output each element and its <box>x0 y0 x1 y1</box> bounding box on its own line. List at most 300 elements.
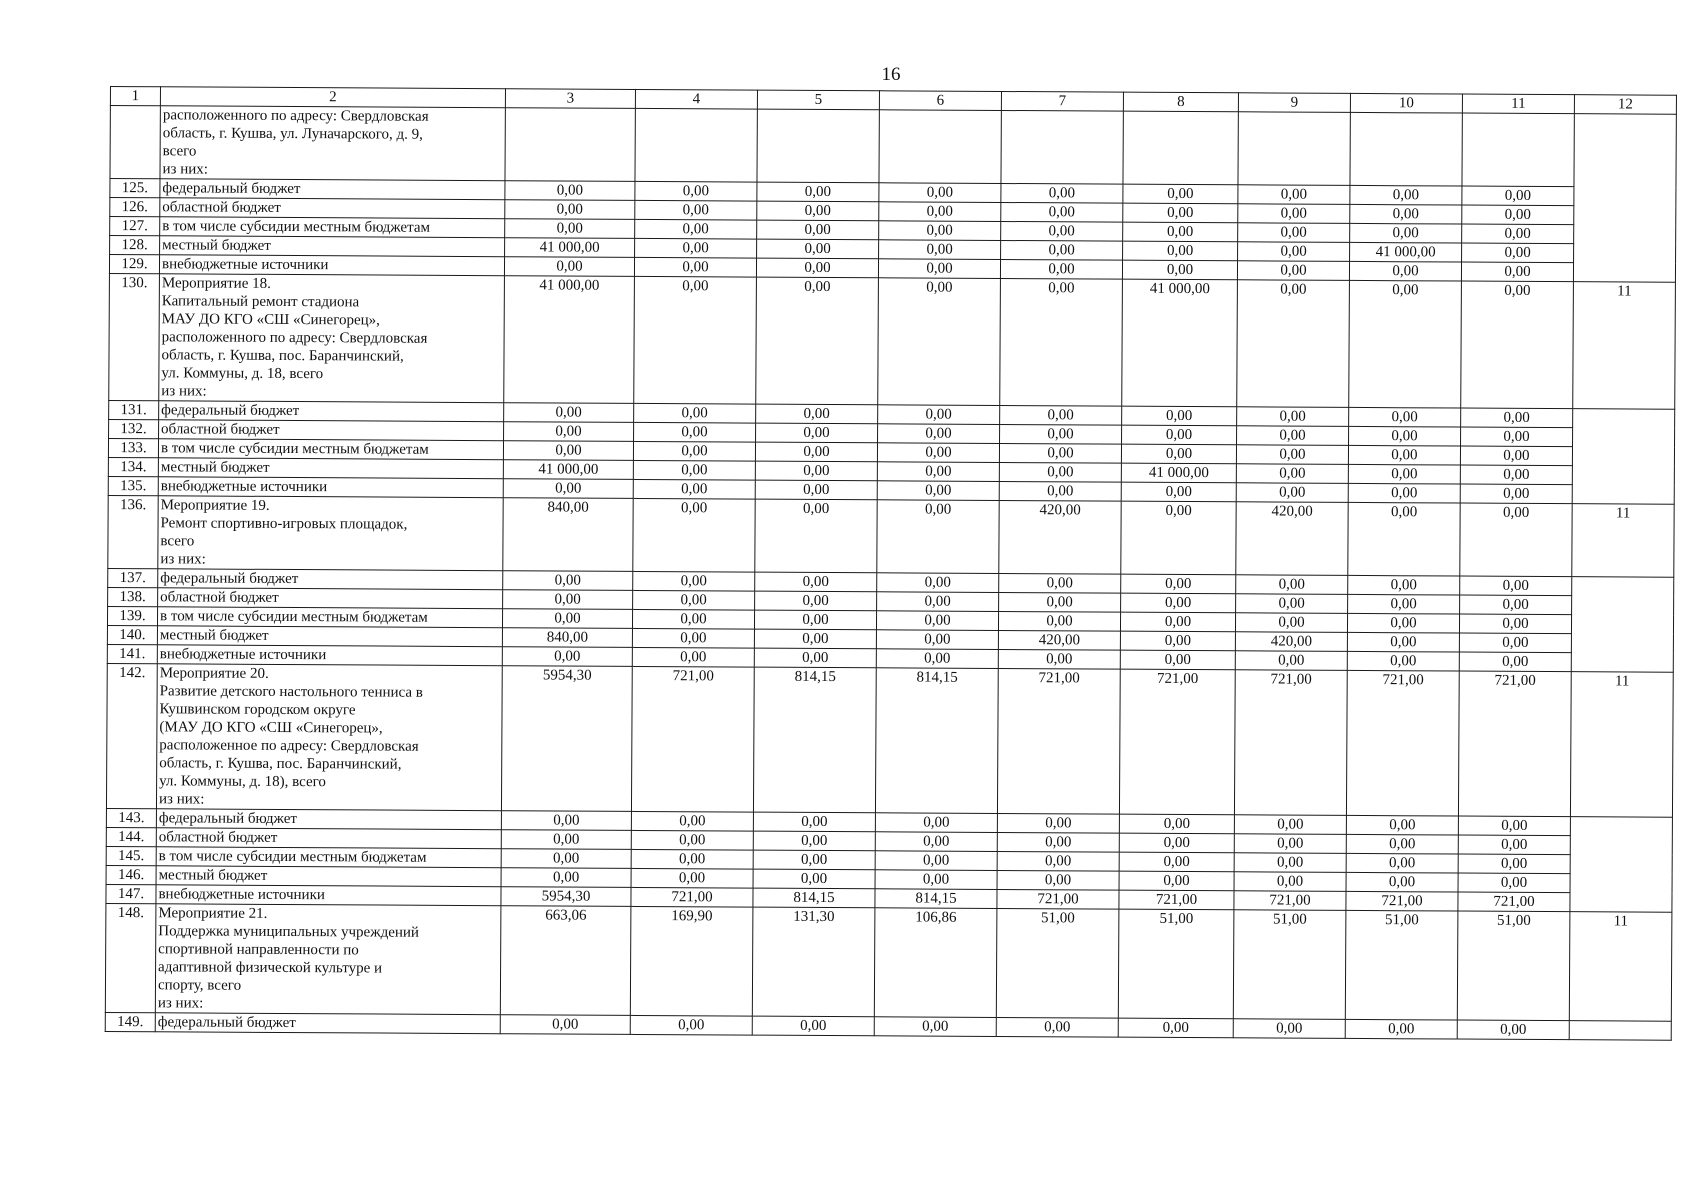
value-cell: 0,00 <box>1458 835 1570 855</box>
value-cell: 0,00 <box>879 240 1001 260</box>
value-cell: 0,00 <box>503 590 633 610</box>
value-cell: 0,00 <box>1233 1019 1345 1039</box>
value-cell: 0,00 <box>877 500 999 574</box>
value-cell: 840,00 <box>502 628 632 648</box>
value-cell: 814,15 <box>875 668 998 814</box>
row-number: 136. <box>108 495 158 568</box>
value-cell: 0,00 <box>997 870 1119 890</box>
value-cell: 0,00 <box>501 830 631 850</box>
row-number: 140. <box>107 625 157 644</box>
value-cell: 0,00 <box>998 649 1120 669</box>
value-cell: 0,00 <box>878 278 1001 406</box>
value-cell: 41 000,00 <box>1350 242 1462 262</box>
value-cell: 0,00 <box>630 1015 752 1035</box>
value-cell: 0,00 <box>1121 574 1236 594</box>
value-cell: 0,00 <box>1346 853 1458 873</box>
value-cell: 0,00 <box>500 1015 630 1035</box>
row-number: 126. <box>110 198 160 217</box>
value-cell: 0,00 <box>1119 814 1234 834</box>
value-cell: 0,00 <box>1001 183 1123 203</box>
value-cell: 0,00 <box>875 870 997 890</box>
value-cell: 420,00 <box>1236 502 1348 576</box>
value-cell: 721,00 <box>1346 891 1458 911</box>
value-cell: 0,00 <box>1001 202 1123 222</box>
value-cell <box>1462 113 1574 187</box>
value-cell: 0,00 <box>753 812 875 832</box>
measure-row <box>109 273 1676 409</box>
value-cell: 0,00 <box>1461 427 1573 447</box>
value-cell <box>1001 110 1123 184</box>
value-cell: 169,90 <box>630 906 753 1016</box>
column-header: 4 <box>635 89 757 109</box>
value-cell: 0,00 <box>634 257 756 277</box>
value-cell: 0,00 <box>504 403 634 423</box>
row-number: 145. <box>106 846 156 865</box>
value-cell: 0,00 <box>1349 407 1461 427</box>
value-cell: 663,06 <box>500 906 631 1016</box>
description-line: область, г. Кушва, пос. Баранчинский, <box>159 755 402 773</box>
value-cell: 721,00 <box>1346 670 1459 816</box>
value-cell: 0,00 <box>753 869 875 889</box>
value-cell: 0,00 <box>1234 853 1346 873</box>
column-header: 6 <box>879 91 1001 111</box>
row-number: 130. <box>109 273 160 400</box>
value-cell: 0,00 <box>877 443 999 463</box>
value-cell: 0,00 <box>1460 503 1572 577</box>
value-cell: 0,00 <box>754 629 876 649</box>
description-line: (МАУ ДО КГО «СШ «Синегорец», <box>159 719 383 737</box>
measure-description <box>155 904 501 1015</box>
value-cell: 0,00 <box>1459 633 1571 653</box>
row-number: 149. <box>105 1012 155 1031</box>
value-cell: 0,00 <box>1237 426 1349 446</box>
value-cell: 41 000,00 <box>1121 463 1236 483</box>
value-cell: 5954,30 <box>501 887 631 907</box>
value-cell: 0,00 <box>1120 631 1235 651</box>
value-cell: 0,00 <box>756 258 878 278</box>
description-line: из них: <box>161 383 207 400</box>
value-cell: 0,00 <box>753 831 875 851</box>
value-cell: 0,00 <box>631 811 753 831</box>
value-cell: 0,00 <box>1236 483 1348 503</box>
value-cell: 0,00 <box>874 1017 996 1037</box>
note-cell: 11 <box>1569 912 1672 1022</box>
value-cell: 0,00 <box>1346 834 1458 854</box>
value-cell: 0,00 <box>1235 651 1347 671</box>
value-cell: 0,00 <box>999 592 1121 612</box>
value-cell: 0,00 <box>1348 464 1460 484</box>
row-number: 129. <box>109 255 159 274</box>
column-header: 5 <box>757 90 879 110</box>
value-cell: 0,00 <box>635 219 757 239</box>
value-cell: 5954,30 <box>501 666 632 812</box>
value-cell: 0,00 <box>755 461 877 481</box>
description-line: расположенного по адресу: Свердловская <box>162 107 429 125</box>
budget-source-label: в том числе субсидии местным бюджетам <box>160 217 505 238</box>
value-cell: 0,00 <box>501 811 631 831</box>
value-cell: 0,00 <box>634 403 756 423</box>
value-cell: 0,00 <box>875 851 997 871</box>
value-cell: 0,00 <box>1238 204 1350 224</box>
value-cell: 0,00 <box>633 460 755 480</box>
row-number: 139. <box>107 606 157 625</box>
value-cell: 0,00 <box>875 832 997 852</box>
value-cell: 814,15 <box>753 888 875 908</box>
value-cell: 0,00 <box>997 851 1119 871</box>
value-cell: 0,00 <box>757 182 879 202</box>
value-cell: 0,00 <box>1237 261 1349 281</box>
budget-source-label: федеральный бюджет <box>160 179 505 200</box>
value-cell: 0,00 <box>1234 872 1346 892</box>
value-cell: 0,00 <box>1236 445 1348 465</box>
value-cell: 0,00 <box>757 220 879 240</box>
value-cell: 0,00 <box>1234 834 1346 854</box>
value-cell: 51,00 <box>996 908 1119 1018</box>
row-number: 147. <box>106 884 156 903</box>
description-line: область, г. Кушва, ул. Луначарского, д. 9, <box>162 125 423 143</box>
value-cell: 41 000,00 <box>1122 279 1238 407</box>
value-cell: 0,00 <box>753 850 875 870</box>
row-number: 135. <box>108 476 158 495</box>
row-number: 146. <box>106 865 156 884</box>
value-cell: 0,00 <box>635 238 757 258</box>
value-cell: 0,00 <box>633 498 755 572</box>
value-cell: 0,00 <box>1119 833 1234 853</box>
value-cell: 0,00 <box>1123 222 1238 242</box>
value-cell: 0,00 <box>632 609 754 629</box>
measure-row <box>105 903 1672 1021</box>
value-cell: 0,00 <box>1462 186 1574 206</box>
value-cell: 0,00 <box>1120 650 1235 670</box>
value-cell: 51,00 <box>1233 910 1346 1020</box>
value-cell: 0,00 <box>1000 405 1122 425</box>
value-cell: 0,00 <box>1348 575 1460 595</box>
value-cell: 721,00 <box>1234 891 1346 911</box>
value-cell: 0,00 <box>1121 501 1236 575</box>
value-cell: 0,00 <box>502 647 632 667</box>
value-cell <box>1350 112 1462 186</box>
description-line: ул. Коммуны, д. 18, всего <box>161 365 324 383</box>
value-cell: 0,00 <box>505 181 635 201</box>
value-cell: 0,00 <box>1120 612 1235 632</box>
value-cell: 106,86 <box>874 908 997 1018</box>
budget-source-label: областной бюджет <box>160 198 505 219</box>
budget-source-label: местный бюджет <box>157 626 502 647</box>
budget-source-label: федеральный бюджет <box>158 569 503 590</box>
value-cell <box>1238 112 1350 186</box>
value-cell: 0,00 <box>1347 651 1459 671</box>
value-cell: 0,00 <box>877 462 999 482</box>
value-cell: 0,00 <box>504 257 634 277</box>
value-cell: 0,00 <box>633 571 755 591</box>
value-cell: 0,00 <box>1348 483 1460 503</box>
value-cell: 0,00 <box>1462 205 1574 225</box>
value-cell: 0,00 <box>635 200 757 220</box>
value-cell: 0,00 <box>1461 281 1574 409</box>
row-number: 148. <box>105 903 156 1012</box>
value-cell: 0,00 <box>876 630 998 650</box>
value-cell <box>505 108 635 182</box>
value-cell: 0,00 <box>1348 445 1460 465</box>
value-cell: 0,00 <box>1234 815 1346 835</box>
value-cell: 0,00 <box>1345 1019 1457 1039</box>
value-cell: 0,00 <box>1461 262 1573 282</box>
budget-source-label: областной бюджет <box>158 588 503 609</box>
value-cell: 41 000,00 <box>503 460 633 480</box>
value-cell: 0,00 <box>1238 185 1350 205</box>
value-cell: 0,00 <box>503 441 633 461</box>
value-cell: 840,00 <box>503 498 633 572</box>
measure-description <box>158 496 503 571</box>
description-line: Мероприятие 21. <box>158 905 268 922</box>
value-cell: 51,00 <box>1457 911 1570 1021</box>
value-cell: 721,00 <box>1119 669 1235 815</box>
row-number: 141. <box>107 644 157 663</box>
value-cell: 0,00 <box>1457 1020 1569 1040</box>
value-cell: 0,00 <box>503 571 633 591</box>
budget-source-label: внебюджетные источники <box>157 645 502 666</box>
row-number: 137. <box>108 568 158 587</box>
description-line: Мероприятие 18. <box>161 275 271 292</box>
value-cell: 721,00 <box>997 889 1119 909</box>
value-cell: 0,00 <box>757 201 879 221</box>
description-line: адаптивной физической культуре и <box>158 959 383 977</box>
value-cell: 0,00 <box>1458 854 1570 874</box>
value-cell: 0,00 <box>1001 240 1123 260</box>
value-cell: 0,00 <box>877 592 999 612</box>
description-line: Мероприятие 19. <box>160 497 270 514</box>
budget-source-label: областной бюджет <box>156 828 501 849</box>
value-cell: 0,00 <box>1459 652 1571 672</box>
budget-source-label: федеральный бюджет <box>155 1013 500 1034</box>
value-cell: 0,00 <box>633 479 755 499</box>
value-cell: 0,00 <box>878 259 1000 279</box>
value-cell: 0,00 <box>879 183 1001 203</box>
budget-source-label: внебюджетные источники <box>158 477 503 498</box>
value-cell: 0,00 <box>756 277 879 405</box>
value-cell: 0,00 <box>756 423 878 443</box>
value-cell: 0,00 <box>876 649 998 669</box>
value-cell: 0,00 <box>633 590 755 610</box>
value-cell: 0,00 <box>757 239 879 259</box>
value-cell: 0,00 <box>504 422 634 442</box>
value-cell: 0,00 <box>1119 852 1234 872</box>
value-cell: 0,00 <box>878 405 1000 425</box>
value-cell: 0,00 <box>1346 872 1458 892</box>
row-number: 142. <box>106 663 157 808</box>
column-header: 12 <box>1574 95 1676 115</box>
value-cell: 0,00 <box>879 221 1001 241</box>
row-number: 131. <box>109 400 159 419</box>
description-line: Ремонт спортивно-игровых площадок, <box>160 515 408 533</box>
value-cell: 0,00 <box>632 628 754 648</box>
value-cell: 0,00 <box>1460 446 1572 466</box>
column-header: 10 <box>1350 93 1462 113</box>
value-cell: 0,00 <box>1237 280 1350 408</box>
column-header: 9 <box>1238 93 1350 113</box>
value-cell: 0,00 <box>635 181 757 201</box>
value-cell: 0,00 <box>755 572 877 592</box>
value-cell: 0,00 <box>998 611 1120 631</box>
value-cell: 0,00 <box>1238 242 1350 262</box>
row-number: 133. <box>108 438 158 457</box>
value-cell: 0,00 <box>755 480 877 500</box>
column-header: 11 <box>1462 94 1574 114</box>
value-cell: 0,00 <box>1000 424 1122 444</box>
value-cell: 131,30 <box>752 907 875 1017</box>
note-cell: 11 <box>1570 672 1673 818</box>
value-cell: 0,00 <box>1350 204 1462 224</box>
value-cell: 0,00 <box>755 591 877 611</box>
description-line: ул. Коммуны, д. 18), всего <box>159 773 326 791</box>
value-cell: 0,00 <box>1347 632 1459 652</box>
value-cell: 0,00 <box>1123 203 1238 223</box>
value-cell: 0,00 <box>631 849 753 869</box>
value-cell: 51,00 <box>1118 909 1234 1019</box>
value-cell: 721,00 <box>631 887 753 907</box>
value-cell: 0,00 <box>1123 184 1238 204</box>
value-cell: 0,00 <box>1349 261 1461 281</box>
value-cell: 0,00 <box>1349 280 1462 408</box>
description-line: всего <box>162 143 197 160</box>
value-cell: 0,00 <box>876 611 998 631</box>
note-cell <box>1571 577 1674 673</box>
value-cell: 0,00 <box>1123 241 1238 261</box>
description-line: из них: <box>158 791 205 808</box>
description-line: область, г. Кушва, пос. Баранчинский, <box>161 347 404 365</box>
value-cell: 420,00 <box>998 630 1120 650</box>
description-line: расположенное по адресу: Свердловская <box>159 737 419 755</box>
column-header: 8 <box>1123 92 1238 112</box>
budget-source-label: областной бюджет <box>159 420 504 441</box>
row-number: 128. <box>110 236 160 255</box>
row-number <box>110 106 160 179</box>
budget-source-label: внебюджетные источники <box>156 885 501 906</box>
value-cell: 0,00 <box>1118 1018 1233 1038</box>
value-cell: 0,00 <box>634 276 757 404</box>
value-cell: 0,00 <box>631 868 753 888</box>
page-number: 16 <box>881 64 901 85</box>
value-cell: 0,00 <box>1236 594 1348 614</box>
value-cell: 420,00 <box>999 500 1121 574</box>
value-cell: 0,00 <box>1001 221 1123 241</box>
description-line: Кушвинском городском округе <box>159 701 356 719</box>
value-cell: 0,00 <box>999 573 1121 593</box>
budget-source-label: местный бюджет <box>158 458 503 479</box>
note-cell <box>1573 114 1676 283</box>
value-cell: 51,00 <box>1345 910 1458 1020</box>
value-cell: 0,00 <box>755 442 877 462</box>
row-number: 132. <box>109 419 159 438</box>
note-cell <box>1570 817 1673 913</box>
value-cell: 420,00 <box>1235 632 1347 652</box>
value-cell: 0,00 <box>1237 407 1349 427</box>
value-cell: 0,00 <box>1121 444 1236 464</box>
value-cell: 0,00 <box>1236 464 1348 484</box>
description-line: из них: <box>157 995 204 1012</box>
value-cell: 0,00 <box>1350 185 1462 205</box>
description-line: Развитие детского настольного тенниса в <box>159 683 423 701</box>
value-cell: 0,00 <box>999 481 1121 501</box>
row-number: 127. <box>110 217 160 236</box>
value-cell: 0,00 <box>505 219 635 239</box>
value-cell: 721,00 <box>997 668 1120 814</box>
value-cell: 0,00 <box>1238 223 1350 243</box>
budget-source-label: федеральный бюджет <box>156 809 501 830</box>
value-cell: 0,00 <box>1122 406 1237 426</box>
row-number: 134. <box>108 457 158 476</box>
value-cell: 0,00 <box>633 441 755 461</box>
value-cell: 721,00 <box>1458 892 1570 912</box>
note-cell <box>1569 1021 1671 1041</box>
description-line: Мероприятие 20. <box>159 665 269 682</box>
value-cell: 0,00 <box>878 424 1000 444</box>
budget-source-label: местный бюджет <box>160 236 505 257</box>
value-cell: 0,00 <box>1461 408 1573 428</box>
value-cell: 0,00 <box>1347 613 1459 633</box>
value-cell: 41 000,00 <box>504 276 635 404</box>
value-cell: 0,00 <box>999 443 1121 463</box>
description-line: из них: <box>162 161 209 178</box>
value-cell: 0,00 <box>1236 575 1348 595</box>
value-cell: 0,00 <box>756 404 878 424</box>
value-cell: 0,00 <box>1122 260 1237 280</box>
value-cell: 0,00 <box>1348 502 1460 576</box>
value-cell: 0,00 <box>879 202 1001 222</box>
measure-row <box>106 663 1673 817</box>
value-cell: 0,00 <box>501 868 631 888</box>
value-cell <box>635 108 757 182</box>
note-cell: 11 <box>1573 282 1676 410</box>
value-cell: 0,00 <box>1000 278 1123 406</box>
column-header: 7 <box>1001 91 1123 111</box>
value-cell: 0,00 <box>875 813 997 833</box>
column-header: 2 <box>160 87 505 108</box>
budget-source-label: федеральный бюджет <box>159 401 504 422</box>
value-cell: 0,00 <box>1350 223 1462 243</box>
value-cell: 0,00 <box>1462 243 1574 263</box>
description-line: МАУ ДО КГО «СШ «Синегорец», <box>161 311 380 329</box>
value-cell: 0,00 <box>1460 595 1572 615</box>
note-cell: 11 <box>1572 504 1674 578</box>
value-cell: 0,00 <box>1122 425 1237 445</box>
measure-description <box>160 106 505 181</box>
table-body <box>105 87 1676 1041</box>
value-cell: 0,00 <box>1462 224 1574 244</box>
value-cell: 721,00 <box>1234 670 1347 816</box>
description-line: Поддержка муниципальных учреждений <box>158 923 420 941</box>
value-cell: 0,00 <box>1119 871 1234 891</box>
budget-source-label: в том числе субсидии местным бюджетам <box>157 607 502 628</box>
value-cell: 721,00 <box>1119 890 1234 910</box>
value-cell: 0,00 <box>754 648 876 668</box>
value-cell: 0,00 <box>1458 873 1570 893</box>
budget-source-label: в том числе субсидии местным бюджетам <box>158 439 503 460</box>
measure-description <box>159 274 505 403</box>
value-cell: 721,00 <box>631 666 754 812</box>
description-line: спорту, всего <box>157 977 242 994</box>
value-cell: 0,00 <box>632 647 754 667</box>
value-cell: 0,00 <box>997 813 1119 833</box>
column-header: 1 <box>110 87 160 106</box>
description-line: расположенного по адресу: Свердловская <box>161 329 428 347</box>
value-cell: 0,00 <box>755 499 877 573</box>
value-cell <box>1123 111 1238 185</box>
value-cell: 0,00 <box>1121 482 1236 502</box>
value-cell: 0,00 <box>997 832 1119 852</box>
value-cell: 0,00 <box>1235 613 1347 633</box>
budget-source-label: внебюджетные источники <box>159 255 504 276</box>
